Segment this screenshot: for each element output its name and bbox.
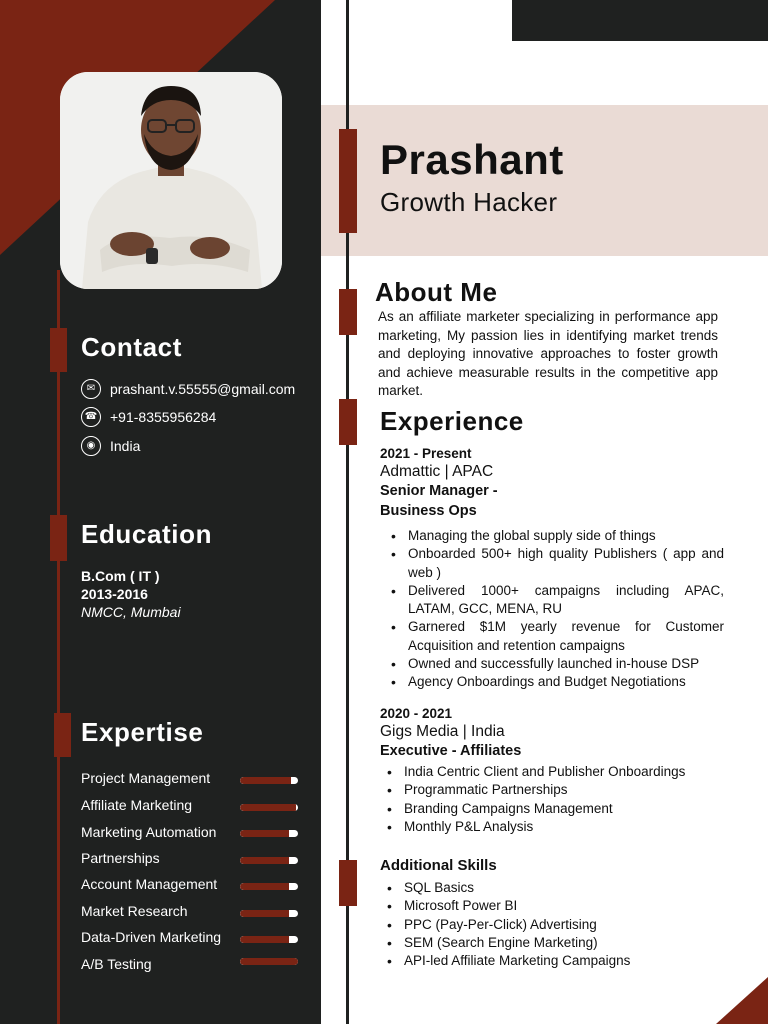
decorative-block — [512, 0, 768, 41]
expertise-label: Account Management — [81, 876, 218, 892]
profile-role: Growth Hacker — [380, 187, 558, 217]
section-marker — [54, 713, 71, 757]
additional-skills-heading: Additional Skills — [380, 857, 497, 874]
expertise-label: Partnerships — [81, 850, 160, 866]
profile-photo-illustration — [60, 72, 282, 289]
expertise-level-bar — [240, 857, 298, 864]
contact-email[interactable]: prashant.v.55555@gmail.com — [110, 381, 296, 397]
contact-location: India — [110, 438, 141, 454]
list-item: • Agency Onboardings and Budget Negotiations — [381, 673, 724, 691]
additional-skills-list — [377, 879, 724, 970]
job-title: Executive - Affiliates — [380, 743, 522, 759]
expertise-label: Marketing Automation — [81, 824, 217, 840]
location-pin-icon: ◉ — [81, 436, 101, 456]
job-company: Admattic | APAC — [380, 463, 494, 480]
expertise-level-fill — [240, 804, 296, 811]
contact-phone-row — [81, 407, 216, 427]
expertise-level-bar — [240, 910, 298, 917]
expertise-level-fill — [240, 883, 289, 890]
expertise-level-fill — [240, 857, 289, 864]
phone-icon: ☎ — [81, 407, 101, 427]
list-item: • SEM (Search Engine Marketing) — [377, 934, 724, 952]
list-item: • SQL Basics — [377, 879, 724, 897]
job-bullet-list — [381, 527, 724, 692]
list-item: • India Centric Client and Publisher Onboardings — [377, 763, 724, 781]
section-marker — [50, 328, 67, 372]
expertise-level-fill — [240, 936, 289, 943]
job-bullet-list — [377, 763, 724, 836]
decorative-triangle — [716, 977, 768, 1024]
expertise-label: Project Management — [81, 770, 211, 786]
job-company: Gigs Media | India — [380, 723, 505, 740]
list-item: • PPC (Pay-Per-Click) Advertising — [377, 916, 724, 934]
mail-icon: ✉ — [81, 379, 101, 399]
list-item: • Monthly P&L Analysis — [377, 818, 724, 836]
list-item: • Microsoft Power BI — [377, 897, 724, 915]
list-item: • Branding Campaigns Management — [377, 800, 724, 818]
section-marker — [339, 399, 357, 445]
expertise-label: Data-Driven Marketing — [81, 929, 222, 945]
list-item: • Managing the global supply side of things — [381, 527, 724, 545]
expertise-level-fill — [240, 910, 289, 917]
expertise-level-bar — [240, 883, 298, 890]
profile-name: Prashant — [380, 136, 564, 183]
list-item: • API-led Affiliate Marketing Campaigns — [377, 952, 724, 970]
about-heading: About Me — [375, 277, 498, 307]
expertise-level-fill — [240, 830, 289, 837]
section-marker — [50, 515, 67, 561]
expertise-level-fill — [240, 777, 291, 784]
job-years: 2021 - Present — [380, 446, 472, 461]
job-title: Senior Manager - Business Ops — [380, 483, 498, 519]
expertise-level-bar — [240, 804, 298, 811]
contact-heading: Contact — [81, 332, 182, 362]
expertise-label: Market Research — [81, 903, 188, 919]
education-heading: Education — [81, 519, 213, 549]
education-school: NMCC, Mumbai — [81, 604, 181, 620]
about-text: As an affiliate marketer specializing in performance app marketing, My passion lies in identifying market trends and deploying innovative approaches to foster growth and achieve measurable results in the competitive app market. — [378, 309, 718, 398]
list-item: • Owned and successfully launched in-house DSP — [381, 655, 724, 673]
expertise-label: Affiliate Marketing — [81, 797, 193, 813]
expertise-heading: Expertise — [81, 717, 204, 747]
education-years: 2013-2016 — [81, 586, 148, 602]
expertise-label: A/B Testing — [81, 956, 152, 972]
expertise-level-bar — [240, 936, 298, 943]
list-item: • Programmatic Partnerships — [377, 781, 724, 799]
list-item: • Garnered $1M yearly revenue for Customer Acquisition and retention campaigns — [381, 618, 724, 655]
contact-email-row — [81, 379, 295, 399]
contact-location-row — [81, 436, 140, 456]
education-degree: B.Com ( IT ) — [81, 568, 160, 584]
contact-phone[interactable]: +91-8355956284 — [110, 409, 217, 425]
expertise-level-fill — [240, 958, 298, 965]
expertise-level-bar — [240, 777, 298, 784]
section-marker — [339, 860, 357, 906]
expertise-level-bar — [240, 958, 298, 965]
experience-heading: Experience — [380, 406, 524, 436]
decorative-line — [57, 270, 60, 1024]
job-years: 2020 - 2021 — [380, 706, 453, 721]
section-marker — [339, 129, 357, 233]
profile-photo — [60, 72, 282, 289]
list-item: • Onboarded 500+ high quality Publishers ( app and web ) — [381, 545, 724, 582]
section-marker — [339, 289, 357, 335]
list-item: • Delivered 1000+ campaigns including APAC, LATAM, GCC, MENA, RU — [381, 582, 724, 619]
expertise-level-bar — [240, 830, 298, 837]
left-sidebar — [0, 0, 321, 1024]
